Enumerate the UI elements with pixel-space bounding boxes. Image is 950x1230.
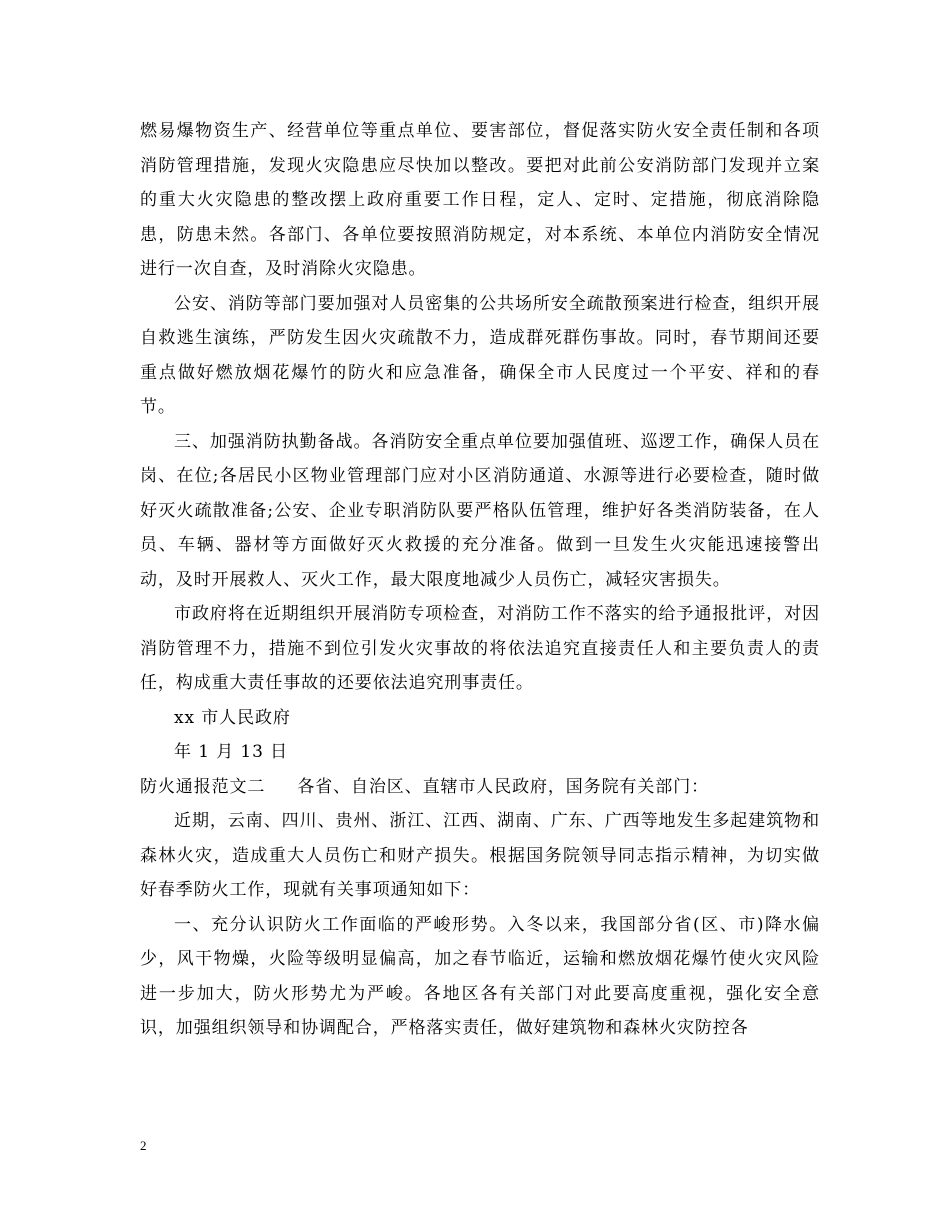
paragraph-continuation: 燃易爆物资生产、经营单位等重点单位、要害部位，督促落实防火安全责任制和各项消防管理措施，发现火灾隐患应尽快加以整改。要把对此前公安消防部门发现并立案的重大火灾隐患的整改摆上政府重要工作日程，定人、定时、定措施，彻底消除隐患，防患未然。各部门、各单位要按照消防规定，对本系统、本单位内消防安全情况进行一次自查，及时消除火灾隐患。 bbox=[140, 121, 820, 279]
addressee: 各省、自治区、直辖市人民政府，国务院有关部门： bbox=[297, 776, 710, 797]
paragraph-evacuation: 公安、消防等部门要加强对人员密集的公共场所安全疏散预案进行检查，组织开展自救逃生演练，严防发生因火灾疏散不力，造成群死群伤事故。同时，春节期间还要重点做好燃放烟花爆竹的防火和应急准备，确保全市人民度过一个平安、祥和的春节。 bbox=[140, 293, 820, 417]
section-heading bbox=[140, 770, 820, 805]
paragraph-duty-readiness: 三、加强消防执勤备战。各消防安全重点单位要加强值班、巡逻工作，确保人员在岗、在位;各居民小区物业管理部门应对小区消防通道、水源等进行必要检查，随时做好灭火疏散准备;公安、企业专职消防队要严格队伍管理，维护好各类消防装备，在人员、车辆、器材等方面做好灭火救援的充分准备。做到一旦发生火灾能迅速接警出动，及时开展救人、灭火工作，最大限度地减少人员伤亡，减轻灾害损失。 bbox=[140, 431, 820, 590]
date-line: 年 1 月 13 日 bbox=[174, 742, 289, 762]
paragraph-inspection: 市政府将在近期组织开展消防专项检查，对消防工作不落实的给予通报批评，对因消防管理不力，措施不到位引发火灾事故的将依法追究直接责任人和主要负责人的责任，构成重大责任事故的还要依法追究刑事责任。 bbox=[140, 604, 820, 693]
paragraph-situation: 一、充分认识防火工作面临的严峻形势。入冬以来，我国部分省(区、市)降水偏少，风干物燥，火险等级明显偏高，加之春节临近，运输和燃放烟花爆竹使火灾风险进一步加大，防火形势尤为严峻。各地区各有关部门对此要高度重视，强化安全意识，加强组织领导和协调配合，严格落实责任，做好建筑物和森林火灾防控各 bbox=[140, 914, 820, 1038]
signature-line: xx 市人民政府 bbox=[174, 707, 291, 728]
section-title: 防火通报范文二 bbox=[140, 776, 266, 797]
document-body bbox=[140, 114, 820, 1046]
page-number: 2 bbox=[140, 1138, 147, 1153]
paragraph-notice-intro: 近期，云南、四川、贵州、浙江、江西、湖南、广东、广西等地发生多起建筑物和森林火灾，造成重大人员伤亡和财产损失。根据国务院领导同志指示精神，为切实做好春季防火工作，现就有关事项通知如下： bbox=[140, 811, 820, 900]
